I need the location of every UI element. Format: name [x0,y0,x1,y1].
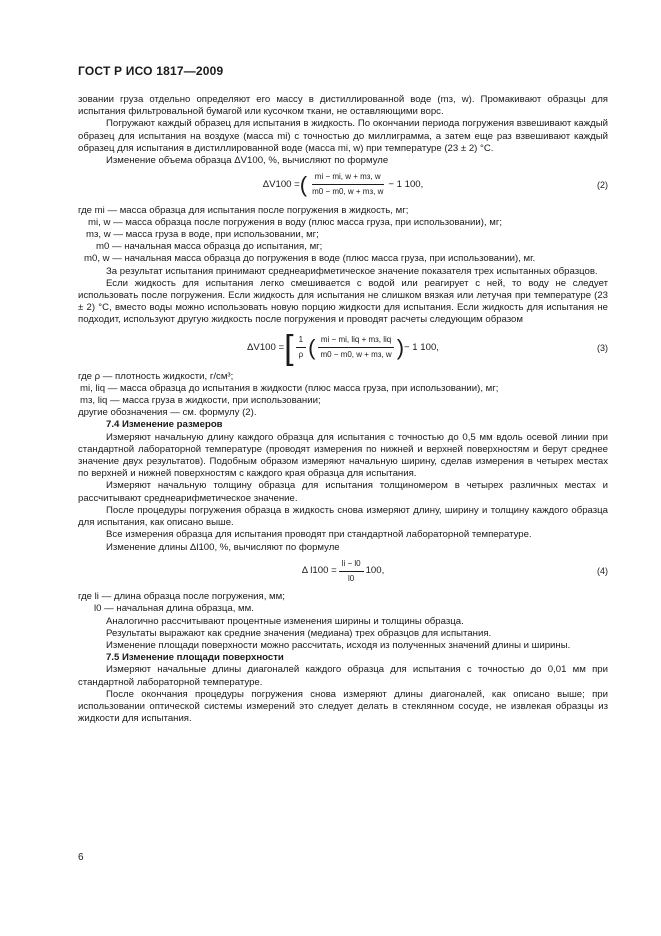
fraction-numerator: mi − mi, w + mз, w [312,171,384,185]
formula-lhs: ΔV100 = [262,178,300,190]
fraction-numerator: mi − mi, liq + mз, liq [318,334,394,348]
formula-number: (3) [597,342,608,353]
formula-lhs: ΔV100 = [247,341,285,353]
formula-tail: 100, [365,565,385,577]
definition-line: где mi — масса образца для испытания после погружения в жидкость, мг; [78,204,409,216]
fraction-denominator: m0 − m0, w + mз, w [320,350,392,360]
definition-line: где ρ — плотность жидкости, г/см³; [78,370,234,382]
fraction-denominator: ρ [298,350,304,360]
fraction [317,334,394,361]
formula-2 [78,171,608,198]
definition-line: mi, liq — масса образца до испытания в жидкости (плюс масса груза, при использовании), мг; [80,382,499,394]
fraction-denominator: m0 − m0, w + mз, w [312,187,384,197]
fraction [309,171,386,198]
formula-tail: − 1 100, [404,341,439,353]
definition-line: m0, w — начальная масса образца до погружения в воде (плюс масса груза, при использовании), мг. [84,253,536,265]
paragraph: Изменение площади поверхности можно рассчитать, исходя из полученных значений длины и ширины. [106,639,571,651]
formula-3 [78,328,608,367]
definition-line: другие обозначения — см. формулу (2). [78,407,257,419]
formula-4 [78,558,608,585]
paragraph: Измеряют начальные длины диагоналей каждого образца для испытания с точностью до 0,01 мм при стандартной лабораторной температуре. [78,664,608,688]
formula-lhs: Δ l100 = [301,565,337,577]
paragraph: Все измерения образца для испытания проводят при стандартной лабораторной температуре. [106,529,532,541]
definition-line: mз, w — масса груза в воде, при использовании, мг; [86,229,319,241]
paragraph: Измеряют начальную толщину образца для испытания толщиномером в четырех различных местах и рассчитывают среднеарифметическое значение. [78,480,608,504]
formula-number: (2) [597,179,608,190]
fraction [296,334,307,361]
page-number: 6 [78,852,84,863]
section-heading: 7.5 Изменение площади поверхности [106,652,284,664]
paren-left: ( [299,171,308,197]
paragraph: Результаты выражают как средние значения (медиана) трех образцов для испытания. [106,627,492,639]
paragraph: После процедуры погружения образца в жидкость снова измеряют длину, ширину и толщину каждого образца для испытания, как описано выше. [78,504,608,529]
bracket-left: [ [284,328,294,367]
paren-right: ) [396,334,405,360]
definition-line: m0 — начальная масса образца до испытания, мг; [96,241,323,253]
paragraph: Если жидкость для испытания легко смешивается с водой или реагирует с ней, то воду не следует использовать после погружения. Если жидкость для испытания не слишком вязкая или летучая при температуре (23 ± 2) °С, вместо воды можно использовать новую порцию жидкости для испытания. Если жидкость для испытания не подходит, используют другую жидкость после погружения и проводят расчеты следующим образом [78,277,608,326]
definition-line: mi, w — масса образца после погружения в воду (плюс масса груза, при использовании), мг; [88,216,503,228]
fraction-numerator: 1 [296,334,306,348]
definition-line: mз, liq — масса груза в жидкости, при использовании; [80,395,321,407]
paragraph: зовании груза отдельно определяют его массу в дистиллированной воде (mз, w). Промакивают образцы для испытания фильтровальной бумагой или кусочком ткани, не оставляющими ворс. [78,94,608,118]
paragraph: После окончания процедуры погружения снова измеряют длины диагоналей, как описано выше; при использовании оптической системы измерений это следует делать в стеклянном сосуде, не извлекая образцы из жидкости для испытания. [78,688,608,725]
fraction-numerator: li − l0 [339,558,364,572]
paren-left: ( [308,334,316,360]
paragraph: Аналогично рассчитывают процентные изменения ширины и толщины образца. [106,615,464,627]
paragraph: Изменение объема образца ΔV100, %, вычисляют по формуле [106,155,389,167]
page-content [78,94,608,725]
paragraph: Изменение длины Δl100, %, вычисляют по формуле [106,541,340,553]
formula-tail: − 1 100, [388,178,424,190]
paragraph: Измеряют начальную длину каждого образца для испытания с точностью до 0,5 мм вдоль осевой линии при стандартной лабораторной температуре (проводят измерения по нижней и верхней поверхностям и берут среднее значение двух результатов). Подобным образом измеряют начальную ширину, сделав измерения в четырех местах по верхней и нижней поверхностям с каждого края образца для испытания. [78,431,608,480]
paragraph: За результат испытания принимают среднеарифметическое значение показателя трех испытанных образцов. [106,265,598,277]
fraction [339,558,364,585]
formula-number: (4) [597,566,608,577]
fraction-denominator: l0 [348,573,355,583]
paragraph: Погружают каждый образец для испытания в жидкость. По окончании периода погружения взвешивают каждый образец для испытания на воздухе (масса mi) с точностью до миллиграмма, а затем еще раз взвешивают каждый образец для испытания в дистиллированной воде (масса mi, w) при температуре (23 ± 2) °С. [78,118,608,154]
definition-line: l0 — начальная длина образца, мм. [94,603,254,615]
section-heading: 7.4 Изменение размеров [106,419,223,431]
page-header: ГОСТ Р ИСО 1817—2009 [78,64,224,78]
definition-line: где li — длина образца после погружения, мм; [78,591,285,603]
